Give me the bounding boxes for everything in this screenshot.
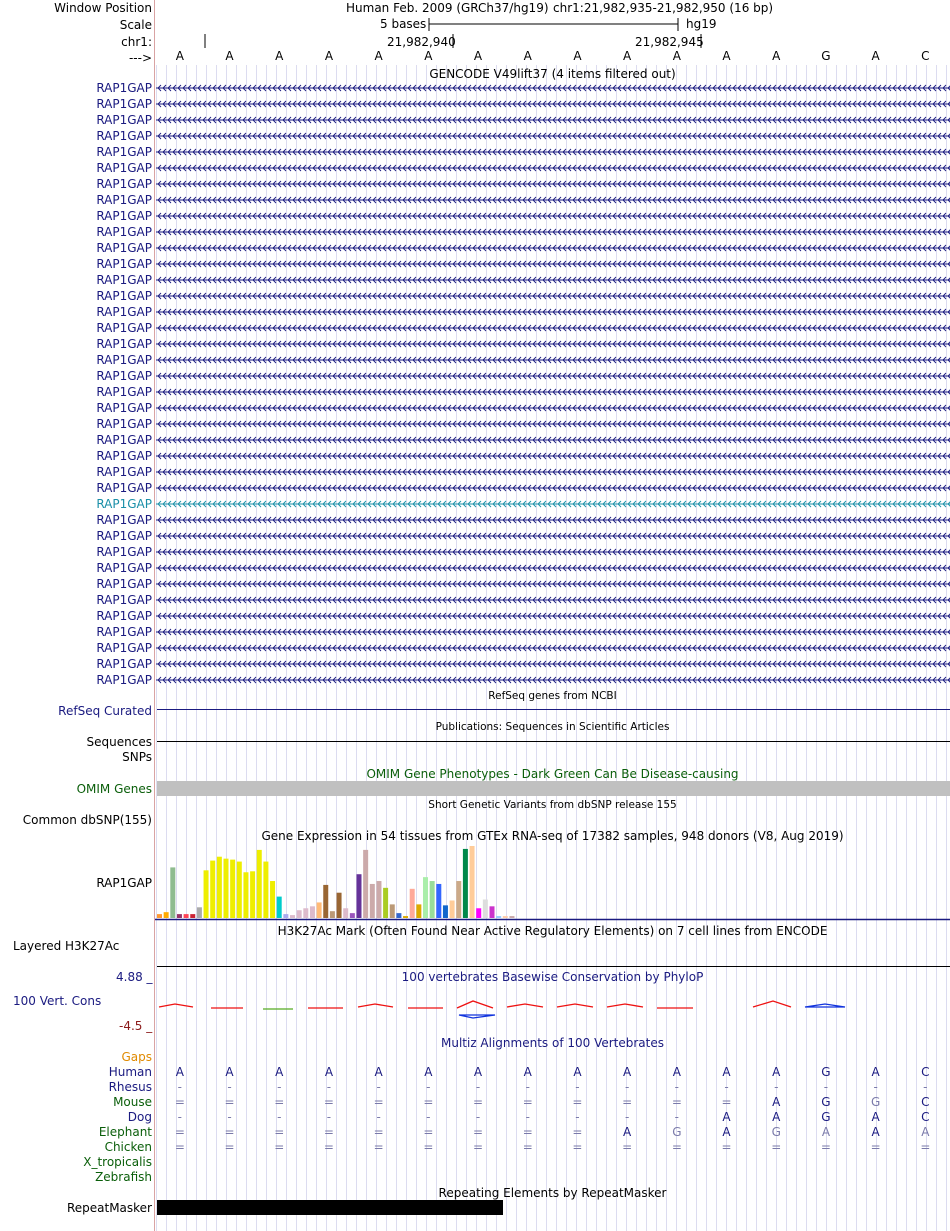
- gencode-transcript-label[interactable]: RAP1GAP: [96, 321, 152, 335]
- gencode-transcript[interactable]: [156, 179, 950, 189]
- gencode-transcript-label[interactable]: RAP1GAP: [96, 481, 152, 495]
- aligned-base: C: [921, 1065, 930, 1079]
- refseq-label[interactable]: RefSeq Curated: [58, 704, 152, 718]
- aligned-base: -: [575, 1110, 580, 1124]
- aligned-base: -: [277, 1110, 282, 1124]
- aligned-base: A: [722, 1065, 731, 1079]
- base-letter: A: [672, 49, 681, 63]
- aligned-base: =: [622, 1095, 633, 1109]
- aligned-base: A: [573, 1065, 582, 1079]
- gtex-tissue-bar: [370, 884, 375, 918]
- gencode-transcript-label[interactable]: RAP1GAP: [96, 289, 152, 303]
- snps-label[interactable]: SNPs: [122, 750, 152, 764]
- aligned-base: -: [525, 1080, 530, 1094]
- gtex-tissue-bar: [343, 908, 348, 918]
- aligned-base: A: [772, 1095, 781, 1109]
- gencode-transcript[interactable]: [156, 355, 950, 365]
- base-letter: A: [722, 49, 731, 63]
- aligned-base: -: [923, 1080, 928, 1094]
- gencode-transcript[interactable]: [156, 499, 950, 509]
- aligned-base: A: [772, 1110, 781, 1124]
- gtex-tissue-bar: [350, 913, 355, 918]
- aligned-base: -: [326, 1110, 332, 1124]
- gencode-transcript[interactable]: [156, 195, 950, 205]
- aligned-base: G: [821, 1065, 831, 1079]
- gtex-tissue-bar: [263, 862, 268, 918]
- gencode-transcript[interactable]: [156, 147, 950, 157]
- gtex-tissue-bar: [463, 849, 468, 918]
- gtex-tissue-bar: [483, 900, 488, 918]
- refseq-title[interactable]: RefSeq genes from NCBI: [488, 690, 617, 702]
- gtex-tissue-bar: [390, 904, 395, 918]
- gencode-transcript[interactable]: [156, 211, 950, 221]
- aligned-base: G: [870, 1095, 881, 1109]
- aligned-base: =: [274, 1095, 285, 1109]
- gtex-tissue-bar: [470, 846, 475, 918]
- position-tick-left: [204, 33, 207, 49]
- gtex-tissue-bar: [416, 904, 421, 918]
- aligned-base: =: [323, 1095, 334, 1109]
- gencode-transcript-label[interactable]: RAP1GAP: [96, 657, 152, 671]
- gencode-transcript-label[interactable]: RAP1GAP: [96, 353, 152, 367]
- gencode-transcript[interactable]: [156, 275, 950, 285]
- publications-label[interactable]: Sequences: [86, 735, 152, 749]
- gencode-transcript[interactable]: [156, 579, 950, 589]
- species-label[interactable]: Zebrafish: [95, 1170, 152, 1184]
- aligned-base: A: [623, 1125, 632, 1139]
- gencode-transcript-label[interactable]: RAP1GAP: [96, 401, 152, 415]
- gencode-transcript-label[interactable]: RAP1GAP: [96, 305, 152, 319]
- gtex-tissue-bar: [330, 911, 335, 918]
- gencode-transcript-label[interactable]: RAP1GAP: [96, 497, 152, 511]
- repeatmasker-label[interactable]: RepeatMasker: [66, 1201, 152, 1215]
- gtex-tissue-bar: [317, 902, 322, 918]
- gtex-tissue-bar: [436, 884, 441, 918]
- base-letter: A: [175, 49, 184, 63]
- aligned-base: A: [871, 1125, 880, 1139]
- aligned-base: -: [277, 1080, 282, 1094]
- gtex-tissue-bar: [190, 914, 195, 918]
- gtex-tissue-bar: [164, 912, 169, 918]
- gencode-transcript-label[interactable]: RAP1GAP: [96, 433, 152, 447]
- omim-label[interactable]: OMIM Genes: [76, 782, 152, 796]
- position-range: chr1:21,982,935-21,982,950 (16 bp): [553, 1, 774, 15]
- h3k27ac-title[interactable]: H3K27Ac Mark (Often Found Near Active Regulatory Elements) on 7 cell lines from ENCODE: [277, 924, 828, 938]
- window-position-label: Window Position: [54, 1, 152, 15]
- gencode-transcript-label[interactable]: RAP1GAP: [96, 385, 152, 399]
- gtex-tissue-bar: [476, 908, 481, 918]
- base-letter: C: [921, 49, 930, 63]
- aligned-base: =: [572, 1140, 583, 1154]
- aligned-base: G: [821, 1110, 831, 1124]
- phylop-graph[interactable]: [155, 998, 950, 1026]
- gtex-chart[interactable]: [155, 843, 950, 921]
- gtex-tissue-bar: [410, 889, 415, 918]
- gtex-tissue-bar: [237, 862, 242, 918]
- omim-title[interactable]: OMIM Gene Phenotypes - Dark Green Can Be Disease-causing: [366, 767, 739, 781]
- aligned-base: =: [671, 1140, 682, 1154]
- gtex-tissue-bar: [357, 874, 362, 918]
- gtex-tissue-bar: [270, 881, 275, 918]
- gencode-transcript-label[interactable]: RAP1GAP: [96, 129, 152, 143]
- gtex-tissue-bar: [423, 877, 428, 918]
- gtex-tissue-bar: [230, 860, 235, 918]
- gencode-transcript[interactable]: [156, 531, 950, 541]
- repeat-element[interactable]: [157, 1200, 503, 1215]
- base-letter: G: [821, 49, 831, 63]
- gtex-tissue-bar: [217, 857, 222, 918]
- gencode-transcript[interactable]: [156, 99, 950, 109]
- gtex-tissue-bar: [450, 900, 455, 918]
- aligned-base: =: [522, 1125, 533, 1139]
- aligned-base: A: [871, 1110, 880, 1124]
- h3k27ac-baseline: [157, 966, 950, 967]
- scale-bar: [428, 17, 680, 33]
- gencode-transcript[interactable]: [156, 515, 950, 525]
- gencode-transcript-label[interactable]: RAP1GAP: [96, 465, 152, 479]
- gtex-tissue-bar: [250, 871, 255, 918]
- base-letter: A: [374, 49, 383, 63]
- gtex-tissue-bar: [184, 914, 189, 918]
- gencode-transcript-label[interactable]: RAP1GAP: [96, 241, 152, 255]
- aligned-base: =: [174, 1095, 185, 1109]
- aligned-base: A: [623, 1065, 632, 1079]
- phylop-max-label: 4.88 _: [116, 970, 153, 984]
- aligned-base: A: [275, 1065, 284, 1079]
- scale-db: hg19: [686, 17, 717, 31]
- gtex-title[interactable]: Gene Expression in 54 tissues from GTEx RNA-seq of 17382 samples, 948 donors (V8, Aug 2019): [261, 829, 844, 843]
- aligned-base: C: [921, 1095, 930, 1109]
- aligned-base: A: [921, 1125, 930, 1139]
- aligned-base: =: [473, 1140, 484, 1154]
- gtex-tissue-bar: [376, 881, 381, 918]
- base-letter: A: [473, 49, 483, 63]
- base-letter: A: [275, 49, 284, 63]
- gtex-tissue-bar: [509, 916, 514, 918]
- aligned-base: =: [522, 1095, 533, 1109]
- aligned-base: =: [771, 1140, 782, 1154]
- species-label[interactable]: Rhesus: [108, 1080, 152, 1094]
- gencode-transcript[interactable]: [156, 403, 950, 413]
- gencode-transcript-label[interactable]: RAP1GAP: [96, 81, 152, 95]
- aligned-base: =: [224, 1125, 235, 1139]
- base-sequence: [155, 49, 950, 63]
- base-letter: A: [523, 49, 532, 63]
- gaps-label[interactable]: Gaps: [121, 1050, 152, 1064]
- gtex-tissue-bar: [490, 906, 495, 918]
- gencode-transcript-label[interactable]: RAP1GAP: [96, 145, 152, 159]
- aligned-base: -: [376, 1110, 381, 1124]
- gencode-transcript-label[interactable]: RAP1GAP: [96, 97, 152, 111]
- aligned-base: A: [424, 1065, 433, 1079]
- gencode-transcript[interactable]: [156, 163, 950, 173]
- base-letter: A: [623, 49, 632, 63]
- gtex-tissue-bar: [496, 916, 501, 918]
- aligned-base: A: [324, 1065, 334, 1079]
- position-tick-1: [452, 33, 455, 49]
- multiz-title[interactable]: Multiz Alignments of 100 Vertebrates: [440, 1036, 665, 1050]
- aligned-base: -: [624, 1110, 630, 1124]
- gencode-transcript-label[interactable]: RAP1GAP: [96, 337, 152, 351]
- gencode-transcript[interactable]: [156, 659, 950, 669]
- aligned-base: =: [572, 1095, 583, 1109]
- scale-text: 5 bases: [380, 17, 427, 31]
- gencode-transcript[interactable]: [156, 323, 950, 333]
- aligned-base: -: [475, 1080, 481, 1094]
- gencode-transcript[interactable]: [156, 387, 950, 397]
- h3k27ac-label[interactable]: Layered H3K27Ac: [13, 939, 120, 953]
- chrom-label: chr1:: [121, 35, 152, 49]
- gencode-transcript[interactable]: [156, 467, 950, 477]
- omim-gene-bar[interactable]: [157, 781, 950, 796]
- aligned-base: A: [175, 1065, 184, 1079]
- gtex-label[interactable]: RAP1GAP: [96, 876, 152, 890]
- gencode-transcript[interactable]: [156, 483, 950, 493]
- gencode-transcript-label[interactable]: RAP1GAP: [96, 561, 152, 575]
- aligned-base: A: [821, 1125, 831, 1139]
- aligned-base: -: [426, 1080, 431, 1094]
- aligned-base: =: [323, 1125, 334, 1139]
- dbsnp-label[interactable]: Common dbSNP(155): [22, 813, 152, 827]
- aligned-base: -: [575, 1080, 580, 1094]
- aligned-base: -: [227, 1080, 232, 1094]
- phylop-min-label: -4.5 _: [119, 1019, 153, 1033]
- assembly-name: Human Feb. 2009 (GRCh37/hg19): [346, 1, 549, 15]
- gencode-transcript-label[interactable]: RAP1GAP: [96, 641, 152, 655]
- aligned-base: =: [224, 1140, 235, 1154]
- aligned-base: -: [227, 1110, 232, 1124]
- gencode-transcript-label[interactable]: RAP1GAP: [96, 625, 152, 639]
- aligned-base: -: [326, 1080, 332, 1094]
- refseq-line[interactable]: [157, 709, 950, 710]
- aligned-base: =: [274, 1125, 285, 1139]
- species-label[interactable]: Elephant: [98, 1125, 152, 1139]
- gencode-transcript-label[interactable]: RAP1GAP: [96, 113, 152, 127]
- position-tick-2: [700, 33, 703, 49]
- position-tick-2-label: 21,982,945: [635, 35, 704, 49]
- aligned-base: =: [174, 1140, 185, 1154]
- aligned-base: =: [373, 1140, 384, 1154]
- base-letter: A: [573, 49, 582, 63]
- aligned-base: =: [820, 1140, 831, 1154]
- gencode-title[interactable]: GENCODE V49lift37 (4 items filtered out): [429, 67, 676, 81]
- gencode-transcript[interactable]: [156, 259, 950, 269]
- gencode-transcript[interactable]: [156, 627, 950, 637]
- repeatmasker-title[interactable]: Repeating Elements by RepeatMasker: [438, 1186, 667, 1200]
- publications-title[interactable]: Publications: Sequences in Scientific Articles: [435, 721, 670, 733]
- aligned-base: =: [473, 1095, 484, 1109]
- gencode-transcript-label[interactable]: RAP1GAP: [96, 449, 152, 463]
- gencode-transcript[interactable]: [156, 227, 950, 237]
- gencode-transcript[interactable]: [156, 643, 950, 653]
- gtex-tissue-bar: [503, 916, 508, 918]
- aligned-base: -: [873, 1080, 878, 1094]
- aligned-base: =: [423, 1125, 434, 1139]
- species-label[interactable]: Dog: [127, 1110, 152, 1124]
- gencode-transcript-label[interactable]: RAP1GAP: [96, 273, 152, 287]
- gtex-tissue-bar: [243, 872, 248, 918]
- gencode-transcript[interactable]: [156, 435, 950, 445]
- gencode-transcript[interactable]: [156, 611, 950, 621]
- aligned-base: -: [177, 1110, 183, 1124]
- aligned-base: -: [624, 1080, 630, 1094]
- dbsnp-title[interactable]: Short Genetic Variants from dbSNP release 155: [428, 799, 677, 811]
- aligned-base: -: [426, 1110, 431, 1124]
- species-label[interactable]: Human: [108, 1065, 152, 1079]
- publications-line[interactable]: [157, 741, 950, 742]
- aligned-base: =: [224, 1095, 235, 1109]
- aligned-base: =: [870, 1140, 881, 1154]
- gencode-transcript-label[interactable]: RAP1GAP: [96, 177, 152, 191]
- gencode-transcript-label[interactable]: RAP1GAP: [96, 161, 152, 175]
- gencode-transcript[interactable]: [156, 451, 950, 461]
- gtex-tissue-bar: [283, 914, 288, 918]
- gtex-tissue-bar: [170, 867, 175, 918]
- species-label[interactable]: X_tropicalis: [83, 1155, 152, 1169]
- gencode-transcript[interactable]: [156, 131, 950, 141]
- aligned-base: G: [672, 1125, 682, 1139]
- aligned-base: =: [721, 1095, 732, 1109]
- aligned-base: -: [525, 1110, 530, 1124]
- aligned-base: A: [722, 1110, 731, 1124]
- gencode-transcript[interactable]: [156, 291, 950, 301]
- aligned-base: -: [376, 1080, 381, 1094]
- aligned-base: -: [674, 1110, 680, 1124]
- gtex-tissue-bar: [303, 908, 308, 918]
- gtex-tissue-bar: [443, 905, 448, 918]
- gencode-transcript-label[interactable]: RAP1GAP: [96, 257, 152, 271]
- gencode-transcript-label[interactable]: RAP1GAP: [96, 417, 152, 431]
- species-label[interactable]: Mouse: [113, 1095, 152, 1109]
- aligned-base: -: [475, 1110, 481, 1124]
- base-letter: A: [424, 49, 433, 63]
- scale-label: Scale: [119, 18, 152, 32]
- gtex-tissue-bar: [257, 850, 262, 918]
- gtex-tissue-bar: [430, 881, 435, 918]
- aligned-base: A: [374, 1065, 383, 1079]
- gencode-transcript[interactable]: [156, 547, 950, 557]
- gencode-transcript-label[interactable]: RAP1GAP: [96, 673, 152, 687]
- aligned-base: G: [771, 1125, 781, 1139]
- aligned-base: C: [921, 1110, 930, 1124]
- aligned-base: =: [373, 1125, 384, 1139]
- base-letter: A: [871, 49, 880, 63]
- aligned-base: =: [274, 1140, 285, 1154]
- aligned-base: =: [920, 1140, 931, 1154]
- gtex-tissue-bar: [310, 906, 315, 918]
- gencode-transcript[interactable]: [156, 595, 950, 605]
- aligned-base: -: [177, 1080, 183, 1094]
- aligned-base: A: [772, 1065, 781, 1079]
- gencode-transcript[interactable]: [156, 83, 950, 93]
- gtex-tissue-bar: [290, 915, 295, 918]
- aligned-base: =: [373, 1095, 384, 1109]
- phylop-title[interactable]: 100 vertebrates Basewise Conservation by PhyloP: [401, 970, 704, 984]
- aligned-base: -: [674, 1080, 680, 1094]
- gencode-transcript-label[interactable]: RAP1GAP: [96, 513, 152, 527]
- gencode-transcript[interactable]: [156, 563, 950, 573]
- aligned-base: -: [823, 1080, 829, 1094]
- gtex-tissue-bar: [297, 910, 302, 918]
- aligned-base: =: [721, 1140, 732, 1154]
- aligned-base: -: [774, 1080, 779, 1094]
- gencode-transcript[interactable]: [156, 307, 950, 317]
- gencode-transcript-label[interactable]: RAP1GAP: [96, 609, 152, 623]
- gencode-transcript-label[interactable]: RAP1GAP: [96, 225, 152, 239]
- gencode-transcript-label[interactable]: RAP1GAP: [96, 577, 152, 591]
- gencode-transcript-label[interactable]: RAP1GAP: [96, 529, 152, 543]
- aligned-base: A: [473, 1065, 483, 1079]
- gtex-tissue-bar: [210, 861, 215, 918]
- gencode-transcript[interactable]: [156, 243, 950, 253]
- aligned-base: =: [174, 1125, 185, 1139]
- gtex-tissue-bar: [383, 888, 388, 918]
- gencode-transcript-label[interactable]: RAP1GAP: [96, 209, 152, 223]
- base-letter: A: [225, 49, 234, 63]
- aligned-base: =: [423, 1095, 434, 1109]
- gencode-transcript[interactable]: [156, 339, 950, 349]
- aligned-base: =: [423, 1140, 434, 1154]
- gtex-tissue-bar: [403, 916, 408, 918]
- gtex-tissue-bar: [224, 859, 229, 918]
- gtex-tissue-bar: [157, 914, 162, 918]
- gencode-transcript[interactable]: [156, 371, 950, 381]
- aligned-base: A: [871, 1065, 880, 1079]
- base-letter: A: [324, 49, 334, 63]
- aligned-base: G: [821, 1095, 831, 1109]
- gencode-transcript-label[interactable]: RAP1GAP: [96, 593, 152, 607]
- gencode-transcript-label[interactable]: RAP1GAP: [96, 193, 152, 207]
- strand-label: --->: [128, 51, 152, 65]
- gtex-tissue-bar: [197, 907, 202, 918]
- phylop-label[interactable]: 100 Vert. Cons: [13, 994, 102, 1008]
- aligned-base: =: [522, 1140, 533, 1154]
- gtex-tissue-bar: [277, 897, 282, 918]
- gtex-tissue-bar: [337, 893, 342, 918]
- gencode-transcript-label[interactable]: RAP1GAP: [96, 545, 152, 559]
- gencode-transcript[interactable]: [156, 419, 950, 429]
- aligned-base: A: [523, 1065, 532, 1079]
- aligned-base: =: [671, 1095, 682, 1109]
- position-tick-1-label: 21,982,940: [387, 35, 456, 49]
- gtex-tissue-bar: [177, 914, 182, 918]
- species-label[interactable]: Chicken: [104, 1140, 152, 1154]
- gtex-tissue-bar: [456, 881, 461, 918]
- gtex-tissue-bar: [323, 885, 328, 918]
- aligned-base: =: [473, 1125, 484, 1139]
- aligned-base: =: [622, 1140, 633, 1154]
- gencode-transcript[interactable]: [156, 115, 950, 125]
- aligned-base: =: [572, 1125, 583, 1139]
- gtex-tissue-bar: [363, 850, 368, 918]
- aligned-base: A: [672, 1065, 681, 1079]
- gencode-transcript-label[interactable]: RAP1GAP: [96, 369, 152, 383]
- aligned-base: -: [724, 1080, 729, 1094]
- base-letter: A: [772, 49, 781, 63]
- aligned-base: =: [323, 1140, 334, 1154]
- gencode-transcript[interactable]: [156, 675, 950, 685]
- aligned-base: A: [225, 1065, 234, 1079]
- aligned-base: A: [722, 1125, 731, 1139]
- gtex-tissue-bar: [204, 870, 209, 918]
- gtex-tissue-bar: [396, 913, 401, 918]
